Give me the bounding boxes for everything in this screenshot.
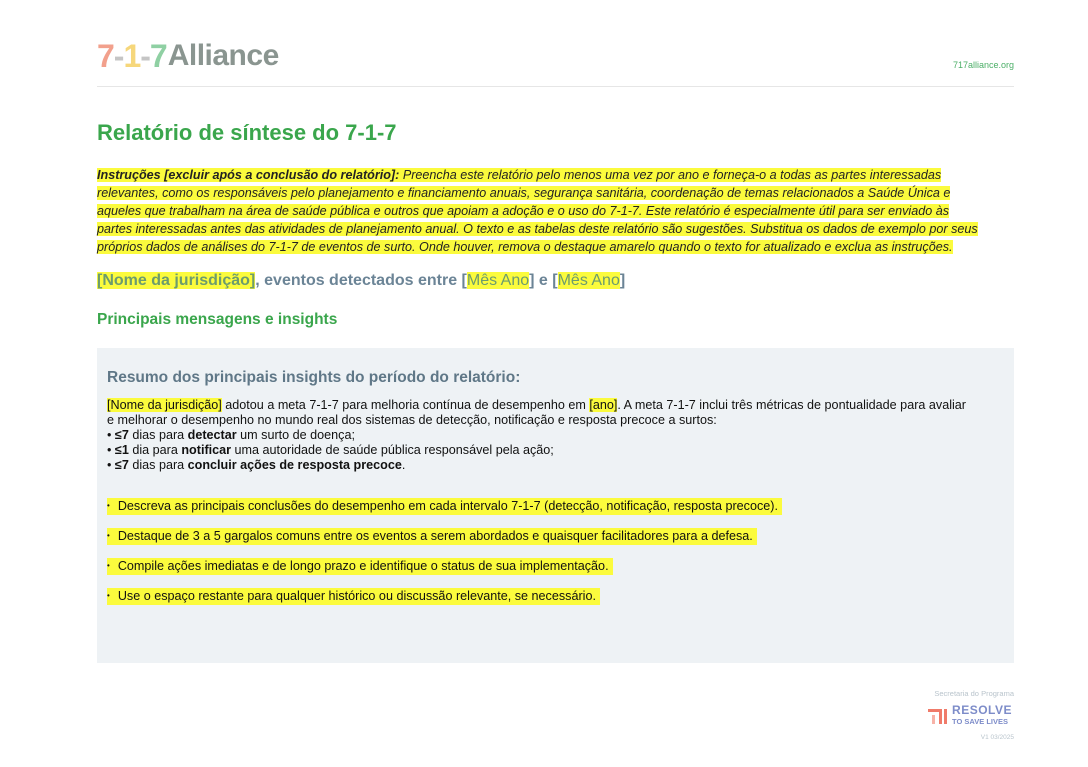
logo-numbers [97, 38, 167, 74]
resolve-mark-icon [928, 706, 948, 726]
site-link[interactable]: 717alliance.org [952, 60, 1014, 70]
page-title: Relatório de síntese do 7-1-7 [97, 120, 397, 145]
year-placeholder: [ano] [589, 398, 618, 412]
resolve-logo [928, 705, 1012, 727]
metric-text: dia para [128, 443, 182, 457]
instructions-paragraph [97, 166, 1014, 256]
bracket: ] [619, 272, 626, 289]
bracket: ] [529, 272, 535, 289]
guidance-bullet [107, 558, 1007, 588]
heading-text: e [534, 272, 553, 289]
instructions-line: aqueles que trabalham na área de saúde pública e outros que apoiam a adoção e o uso do 7-1-7. Este relatório é especialmente útil para ser enviado às [97, 204, 950, 218]
metric-item [107, 458, 405, 472]
summary-text: e melhorar o desempenho no mundo real dos sistemas de detecção, notificação e resposta precoce a surtos: [107, 413, 717, 427]
version-label: V1 03/2025 [980, 734, 1014, 741]
bullet-mark: • [107, 443, 115, 457]
metric-value: ≤7 [114, 428, 129, 442]
metric-action: detectar [187, 428, 237, 442]
instructions-text: Preencha este relatório pelo menos uma vez por ano e forneça-o a todas as partes interessadas [399, 168, 942, 182]
summary-text: adotou a meta 7-1-7 para melhoria contínua de desempenho em [221, 398, 590, 412]
bullet-mark: • [107, 428, 115, 442]
logo-digit: 7 [97, 38, 114, 74]
section-title: Principais mensagens e insights [97, 311, 338, 328]
instructions-line: partes interessadas antes das atividades de planejamento anual. O texto e as tabelas deste relatório são sugestões. Substitua os dados de exemplo por seus [97, 222, 978, 236]
metric-value: ≤7 [114, 458, 129, 472]
logo-word: Alliance [167, 39, 279, 72]
logo-digit: 1 [123, 38, 141, 74]
logo-dash: - [113, 38, 124, 74]
bullet-dot-icon: • [107, 531, 110, 540]
resolve-word: RESOLVE [952, 703, 1012, 717]
insights-box [97, 348, 1014, 663]
jurisdiction-heading [97, 272, 625, 290]
month-year-placeholder: Mês Ano [557, 272, 620, 289]
bullet-dot-icon: • [107, 501, 110, 510]
report-page [97, 0, 1014, 767]
guidance-bullets [107, 498, 1007, 618]
instructions-label: Instruções [excluir após a conclusão do relatório]: [97, 168, 400, 182]
metric-text: um surto de doença; [236, 428, 355, 442]
insights-summary [107, 398, 1007, 473]
bracket: [ [552, 272, 558, 289]
metric-value: ≤1 [114, 443, 129, 457]
logo-digit: 7 [149, 38, 167, 74]
page-header [97, 38, 1014, 87]
metric-text: uma autoridade de saúde pública responsável pela ação; [231, 443, 554, 457]
bullet-mark: • [107, 458, 115, 472]
month-year-placeholder: Mês Ano [466, 272, 530, 289]
instructions-line: próprios dados de análises do 7-1-7 de eventos de surto. Onde houver, remova o destaque amarelo quando o texto for atualizado e exclua as instruções. [97, 240, 953, 254]
alliance-logo [97, 38, 279, 74]
bullet-text: Compile ações imediatas e de longo prazo e identifique o status de sua implementação. [117, 559, 609, 573]
logo-dash: - [140, 38, 150, 74]
metric-text: . [401, 458, 406, 472]
secretaria-label: Secretaria do Programa [934, 689, 1014, 698]
guidance-bullet [107, 498, 1007, 528]
bullet-text: Use o espaço restante para qualquer histórico ou discussão relevante, se necessário. [117, 589, 596, 603]
bullet-text: Descreva as principais conclusões do desempenho em cada intervalo 7-1-7 (detecção, notificação, resposta precoce). [117, 499, 778, 513]
metric-action: notificar [181, 443, 232, 457]
guidance-bullet [107, 528, 1007, 558]
metric-item [107, 443, 554, 457]
metric-text: dias para [128, 458, 188, 472]
resolve-wordmark [952, 705, 1012, 727]
guidance-bullet [107, 588, 1007, 618]
instructions-line: relevantes, como os responsáveis pelo planejamento e financiamento anuais, segurança sanitária, coordenação de temas relacionados a Saúde Única e [97, 186, 951, 200]
resolve-tagline: TO SAVE LIVES [952, 717, 1009, 726]
instructions-line [97, 168, 941, 182]
bullet-text: Destaque de 3 a 5 gargalos comuns entre os eventos a serem abordados e quaisquer facilitadores para a defesa. [117, 529, 753, 543]
metric-text: dias para [128, 428, 188, 442]
metric-action: concluir ações de resposta precoce [187, 458, 402, 472]
bullet-dot-icon: • [107, 561, 110, 570]
metric-item [107, 428, 355, 442]
jurisdiction-placeholder: [Nome da jurisdição] [97, 272, 256, 289]
bullet-dot-icon: • [107, 591, 110, 600]
insights-box-title: Resumo dos principais insights do período do relatório: [107, 369, 521, 386]
summary-text: . A meta 7-1-7 inclui três métricas de pontualidade para avaliar [617, 398, 966, 412]
jurisdiction-placeholder: [Nome da jurisdição] [107, 398, 222, 412]
page-footer [874, 689, 1014, 749]
heading-text: , eventos detectados entre [255, 272, 462, 289]
bracket: [ [461, 272, 467, 289]
